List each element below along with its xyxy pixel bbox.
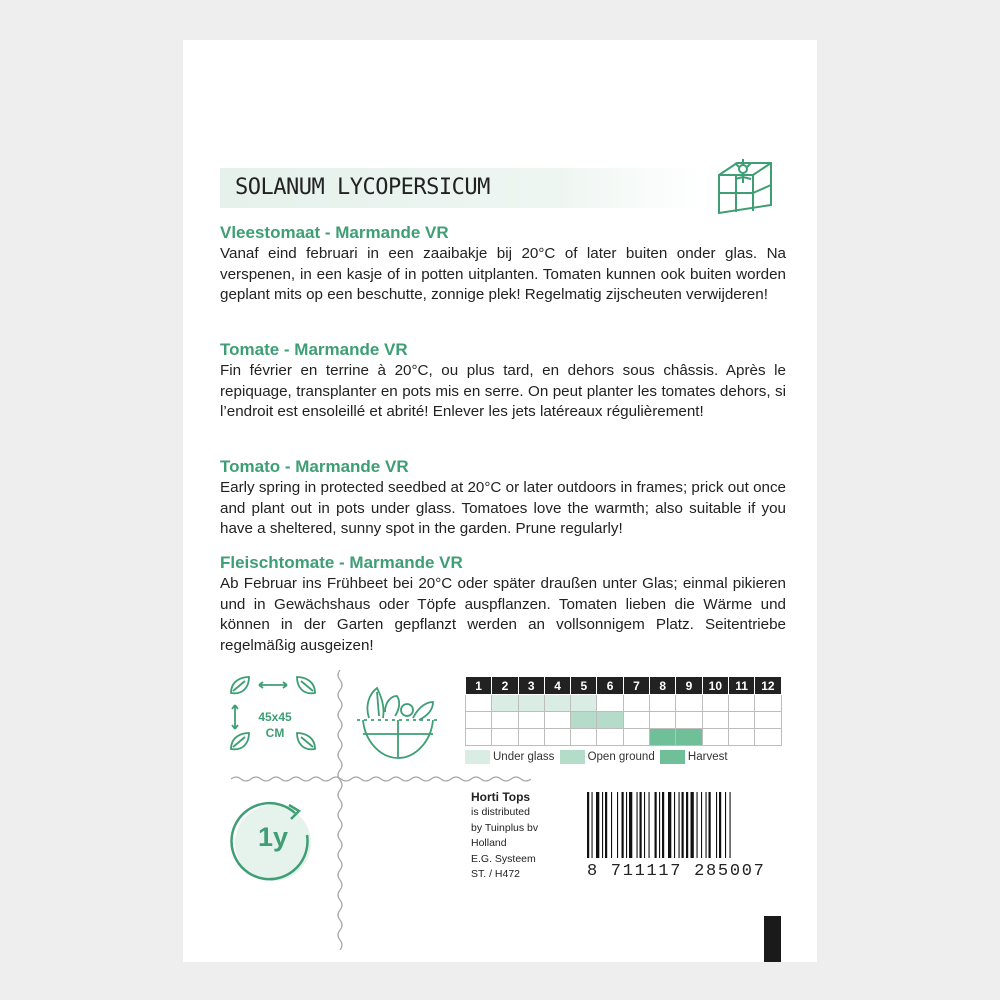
- barcode-bar: [668, 792, 671, 858]
- calendar-table: [465, 676, 782, 746]
- barcode-bar: [596, 792, 599, 858]
- wavy-divider-vertical: [335, 670, 345, 950]
- legend-swatch-open-ground: [560, 750, 585, 764]
- calendar-month-header: 10: [702, 677, 728, 695]
- calendar-cell-under-glass: [623, 695, 649, 712]
- section-title: Tomato - Marmande VR: [220, 457, 409, 476]
- calendar-cell-harvest: [702, 729, 728, 746]
- latin-name: SOLANUM LYCOPERSICUM: [235, 175, 490, 200]
- barcode-bar: [629, 792, 632, 858]
- barcode-bar: [679, 792, 680, 858]
- calendar-cell-harvest: [518, 729, 544, 746]
- legend-under-glass: Under glass: [493, 751, 555, 763]
- barcode-bar: [622, 792, 624, 858]
- section-body: Fin février en terrine à 20°C, ou plus tard, en dehors sous châssis. Après le repiquage, transplanter en pots mis en serre. On peut planter les tomates dehors, si l’endroit est ensoleillé et abrité! Enlever les jets latéreaux régulièrement!: [220, 362, 786, 420]
- barcode-bar: [662, 792, 664, 858]
- calendar-cell-harvest: [544, 729, 570, 746]
- barcode-bar: [644, 792, 645, 858]
- barcode-bar: [730, 792, 731, 858]
- barcode-bar: [674, 792, 675, 858]
- calendar-month-header: 11: [728, 677, 754, 695]
- calendar-cell-under-glass: [492, 695, 518, 712]
- section-title: Vleestomaat - Marmande VR: [220, 223, 449, 242]
- calendar-cell-open-ground: [623, 712, 649, 729]
- section-english: [220, 457, 786, 540]
- calendar-cell-open-ground: [650, 712, 676, 729]
- lifecycle-label: 1y: [257, 822, 289, 852]
- registration-mark: [764, 916, 781, 962]
- calendar-cell-under-glass: [650, 695, 676, 712]
- barcode-bar: [640, 792, 642, 858]
- calendar-cell-open-ground: [755, 712, 781, 729]
- calendar-month-header: 4: [544, 677, 570, 695]
- calendar-cell-open-ground: [702, 712, 728, 729]
- calendar-cell-open-ground: [571, 712, 597, 729]
- calendar-cell-harvest: [650, 729, 676, 746]
- calendar-month-header: 9: [676, 677, 702, 695]
- barcode-bar: [659, 792, 660, 858]
- calendar-cell-under-glass: [571, 695, 597, 712]
- calendar-row-under-glass: [466, 695, 782, 712]
- calendar-cell-under-glass: [518, 695, 544, 712]
- calendar-cell-under-glass: [755, 695, 781, 712]
- calendar-row-open-ground: [466, 712, 782, 729]
- barcode-bar: [611, 792, 612, 858]
- calendar-cell-harvest: [676, 729, 702, 746]
- sowing-calendar: [465, 676, 782, 746]
- calendar-cell-under-glass: [597, 695, 623, 712]
- barcode-bar: [709, 792, 711, 858]
- brand-name: Horti Tops: [471, 790, 531, 804]
- legend-open-ground: Open ground: [587, 751, 655, 763]
- barcode-bar: [587, 792, 589, 858]
- barcode-bar: [701, 792, 702, 858]
- barcode-bar: [719, 792, 721, 858]
- barcode-bar: [617, 792, 618, 858]
- distributor-info: [471, 790, 538, 882]
- calendar-cell-harvest: [492, 729, 518, 746]
- salad-bowl-icon: [355, 672, 441, 764]
- calendar-cell-under-glass: [676, 695, 702, 712]
- section-french: [220, 340, 786, 423]
- calendar-cell-open-ground: [492, 712, 518, 729]
- calendar-cell-open-ground: [728, 712, 754, 729]
- legend-swatch-harvest: [660, 750, 685, 764]
- legend-harvest: Harvest: [687, 751, 728, 763]
- distributor-line: ST. / H472: [471, 868, 521, 881]
- calendar-cell-harvest: [466, 729, 492, 746]
- spacing-value: 45x45: [258, 710, 292, 724]
- calendar-legend: [465, 750, 730, 764]
- barcode-number: 8 711117 285007: [587, 862, 766, 881]
- barcode-bar: [706, 792, 707, 858]
- spacing-label: [253, 709, 297, 741]
- calendar-cell-under-glass: [544, 695, 570, 712]
- calendar-row-harvest: [466, 729, 782, 746]
- section-title: Tomate - Marmande VR: [220, 340, 408, 359]
- barcode-bar: [626, 792, 627, 858]
- barcode-bar: [655, 792, 657, 858]
- spacing-unit: CM: [265, 726, 285, 740]
- calendar-months-row: [466, 677, 782, 695]
- section-title: Fleischtomate - Marmande VR: [220, 553, 463, 572]
- distributor-line: by Tuinplus bv: [471, 821, 539, 834]
- calendar-cell-open-ground: [676, 712, 702, 729]
- calendar-cell-under-glass: [702, 695, 728, 712]
- calendar-cell-harvest: [728, 729, 754, 746]
- barcode-bar: [716, 792, 717, 858]
- section-dutch: [220, 223, 786, 306]
- barcode-bar: [592, 792, 593, 858]
- barcode-bar: [682, 792, 684, 858]
- calendar-month-header: 8: [650, 677, 676, 695]
- calendar-month-header: 7: [623, 677, 649, 695]
- section-body: Vanaf eind februari in een zaaibakje bij 20°C of later buiten onder glas. Na verspenen, in een kasje of in potten uitplanten. Tomaten kunnen ook buiten worden geplant mits op een beschutte, zonnige plek! Regelmatig zijscheuten verwijderen!: [220, 245, 786, 303]
- calendar-cell-harvest: [755, 729, 781, 746]
- distributor-line: E.G. Systeem: [471, 852, 536, 865]
- calendar-cell-open-ground: [466, 712, 492, 729]
- legend-swatch-under-glass: [465, 750, 490, 764]
- calendar-cell-under-glass: [728, 695, 754, 712]
- wavy-divider-horizontal: [231, 774, 531, 784]
- calendar-month-header: 3: [518, 677, 544, 695]
- barcode-bar: [637, 792, 638, 858]
- calendar-cell-open-ground: [544, 712, 570, 729]
- calendar-cell-open-ground: [597, 712, 623, 729]
- barcode-bar: [602, 792, 603, 858]
- section-body: Early spring in protected seedbed at 20°C or later outdoors in frames; prick out once and plant out in pots under glass. Tomatoes love the warmth; also suitable if you have a sheltered, sunny spot in the garden. Prune regularly!: [220, 479, 786, 537]
- section-body: Ab Februar ins Frühbeet bei 20°C oder später draußen unter Glas; einmal pikieren und in Gewächshaus oder Töpfe auspflanzen. Tomaten lieben die Wärme und können in der Garten gepflanzt werden an vollsonnigem Platz. Seitentriebe regelmäßig ausgeizen!: [220, 575, 786, 654]
- distributor-line: is distributed: [471, 806, 530, 819]
- distributor-line: Holland: [471, 837, 507, 850]
- calendar-month-header: 12: [755, 677, 781, 695]
- seed-packet-back: [183, 40, 817, 962]
- calendar-cell-harvest: [597, 729, 623, 746]
- calendar-cell-under-glass: [466, 695, 492, 712]
- calendar-cell-harvest: [571, 729, 597, 746]
- barcode-bar: [686, 792, 688, 858]
- calendar-cell-harvest: [623, 729, 649, 746]
- calendar-month-header: 6: [597, 677, 623, 695]
- greenhouse-icon: [713, 155, 777, 217]
- barcode-bar: [605, 792, 607, 858]
- barcode-bar: [649, 792, 650, 858]
- barcode-bar: [691, 792, 694, 858]
- barcode-bar: [725, 792, 726, 858]
- calendar-cell-open-ground: [518, 712, 544, 729]
- calendar-month-header: 1: [466, 677, 492, 695]
- barcode-bar: [697, 792, 698, 858]
- calendar-month-header: 5: [571, 677, 597, 695]
- calendar-month-header: 2: [492, 677, 518, 695]
- section-german: [220, 553, 786, 656]
